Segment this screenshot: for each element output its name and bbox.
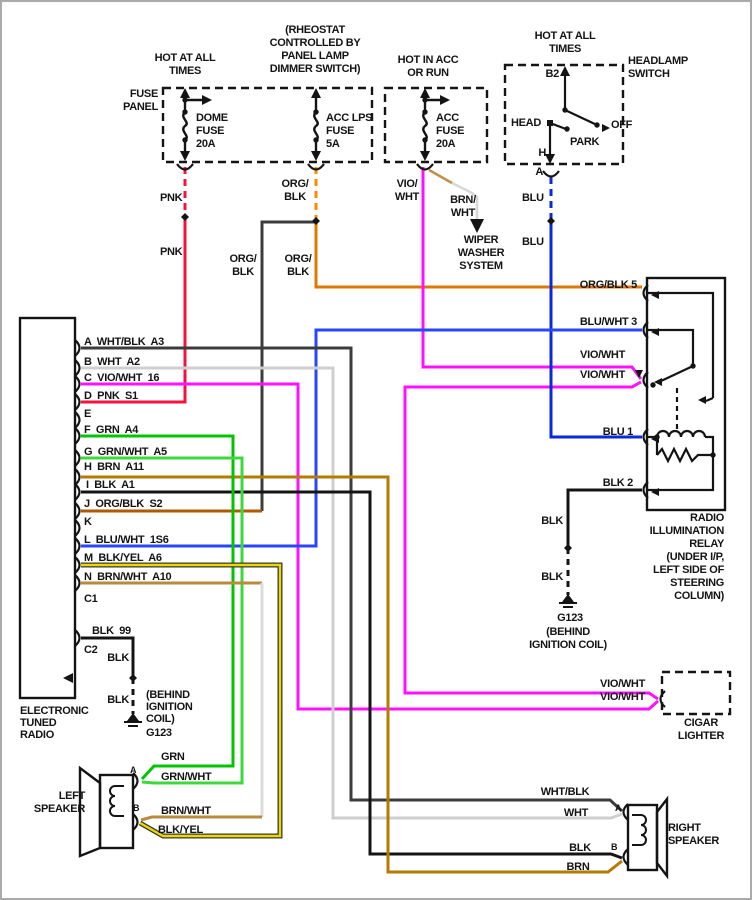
up-arrow bbox=[560, 66, 570, 76]
rheostat-note-line2: CONTROLLED BY bbox=[269, 37, 361, 49]
wires-layer bbox=[81, 167, 658, 872]
electronic-tuned-radio-box bbox=[20, 318, 75, 698]
left-speaker bbox=[80, 768, 133, 856]
radio-gnd-blk-2: BLK bbox=[107, 694, 129, 706]
wire-brnwht-wiper-stub bbox=[429, 170, 452, 183]
headlamp-switch-label-line1: HEADLAMP bbox=[628, 55, 688, 67]
radio-pin-d: D PNK S1 bbox=[84, 390, 138, 402]
radio-pin-e: E bbox=[84, 408, 92, 420]
junction-dot bbox=[547, 217, 555, 225]
rspk-wire-wht: WHT bbox=[563, 807, 589, 819]
hot-in-acc-line1: HOT IN ACC bbox=[397, 54, 459, 66]
rheostat-note-line1: (RHEOSTAT bbox=[285, 24, 345, 36]
relay-caption-line7: COLUMN) bbox=[674, 590, 724, 602]
terminal-dot bbox=[182, 97, 187, 102]
left-speaker-coil bbox=[110, 786, 124, 816]
up-arrow bbox=[311, 88, 321, 98]
ground-symbol bbox=[127, 713, 139, 721]
relay-caption-line6: STEERING bbox=[670, 577, 724, 589]
wire-brnwht-wiper-line2: WHT bbox=[450, 207, 476, 219]
cigar-caption-line2: LIGHTER bbox=[677, 730, 725, 742]
dome-fuse-line3: 20A bbox=[196, 138, 216, 150]
acc-lps-fuse-symbol bbox=[314, 95, 317, 155]
radio-gnd-g123: G123 bbox=[146, 727, 172, 739]
relay-caption-line5: LEFT SIDE OF bbox=[653, 564, 724, 576]
acc-lps-fuse-line3: 5A bbox=[326, 138, 340, 150]
terminal-b2: B2 bbox=[545, 68, 559, 80]
left-arrow bbox=[63, 673, 73, 683]
contact-dot bbox=[547, 120, 553, 126]
radio-pin-i: I BLK A1 bbox=[86, 479, 135, 491]
terminal-dot bbox=[710, 452, 715, 457]
down-arrow bbox=[420, 151, 430, 161]
terminal-dot bbox=[313, 109, 318, 114]
terminal-dot bbox=[650, 382, 655, 387]
terminal-dot bbox=[690, 363, 695, 368]
hot-at-all-times-2-line1: HOT AT ALL bbox=[534, 30, 596, 42]
wire-relay-pin2-ground bbox=[568, 490, 642, 548]
wiper-washer-line2: WASHER bbox=[457, 247, 505, 259]
lspk-wire-grnwht: GRN/WHT bbox=[161, 771, 212, 783]
right-arrow bbox=[440, 95, 450, 105]
hot-at-all-times-1-line2: TIMES bbox=[168, 65, 202, 77]
dome-fuse-line2: FUSE bbox=[196, 125, 225, 137]
connector-cup bbox=[177, 164, 193, 170]
lspk-wire-brnwht: BRN/WHT bbox=[161, 805, 211, 817]
relay-caption-line2: ILLUMINATION bbox=[649, 525, 724, 537]
down-arrow bbox=[470, 219, 484, 233]
acc-fuse-line1: ACC bbox=[436, 112, 459, 124]
headlamp-off: OFF bbox=[611, 119, 633, 131]
cigar-wire-label-2: VIO/WHT bbox=[600, 691, 645, 703]
terminal-dot bbox=[594, 122, 599, 127]
radio-pin-m: M BLK/YEL A6 bbox=[84, 552, 162, 564]
relay-gnd-g123: G123 bbox=[557, 612, 583, 624]
wiper-washer-line3: SYSTEM bbox=[459, 260, 503, 272]
relay-gnd-blk-2: BLK bbox=[541, 571, 563, 583]
wire-orgblk-left-line2: BLK bbox=[232, 266, 254, 278]
right-speaker-coil bbox=[632, 815, 646, 845]
wire-orgblk-left-line1: ORG/ bbox=[229, 253, 257, 265]
radio-gnd-note-line1: (BEHIND bbox=[146, 689, 190, 701]
radio-pin-j: J ORG/BLK S2 bbox=[84, 498, 163, 510]
acc-lps-fuse-line1: ACC LPS bbox=[326, 112, 373, 124]
radio-pin-l: L BLU/WHT 1S6 bbox=[84, 534, 169, 546]
ground-symbol-bars bbox=[124, 722, 142, 726]
lspk-terminal-a: A bbox=[130, 765, 137, 775]
wire-viowht-dash-line1: VIO/ bbox=[396, 178, 418, 190]
cigar-lighter-box bbox=[662, 672, 730, 714]
left-arrow bbox=[698, 396, 706, 404]
terminal-dot bbox=[422, 137, 427, 142]
radio-conn-c2: C2 bbox=[84, 644, 98, 656]
rspk-terminal-a: A bbox=[615, 803, 622, 813]
rspk-wire-brn: BRN bbox=[566, 861, 590, 873]
cigar-wire-label-1: VIO/WHT bbox=[600, 678, 645, 690]
up-arrow bbox=[420, 88, 430, 98]
down-arrow bbox=[545, 154, 555, 164]
relay-caption-line4: (UNDER I/P, bbox=[666, 551, 724, 563]
relay-pin4-label-1: VIO/WHT bbox=[580, 349, 625, 361]
acc-fuse-line2: FUSE bbox=[436, 125, 465, 137]
rheostat-note-line4: DIMMER SWITCH) bbox=[269, 63, 361, 75]
fuse-panel-label-line2: PANEL bbox=[123, 101, 158, 113]
relay-pin2-label: BLK 2 bbox=[602, 477, 633, 489]
cigar-caption-line1: CIGAR bbox=[684, 717, 718, 729]
up-arrow bbox=[180, 88, 190, 98]
radio-caption-line1: ELECTRONIC bbox=[20, 705, 89, 717]
terminal-a: A bbox=[535, 166, 543, 178]
radio-pin-b: B WHT A2 bbox=[84, 356, 140, 368]
junction-dot bbox=[312, 217, 320, 225]
dome-fuse-line1: DOME bbox=[196, 112, 228, 124]
wire-brnwht-to-lspk bbox=[141, 817, 262, 820]
relay-pin1-label: BLU 1 bbox=[602, 426, 633, 438]
radio-gnd-note-line2: IGNITION bbox=[146, 701, 193, 713]
radio-pin-a: A WHT/BLK A3 bbox=[84, 336, 164, 348]
left-speaker-caption-line1: LEFT bbox=[58, 790, 85, 802]
junction-dot bbox=[564, 544, 572, 552]
relay-pin5-label: ORG/BLK 5 bbox=[579, 279, 637, 291]
terminal-dot bbox=[562, 107, 567, 112]
relay-pin3-label: BLU/WHT 3 bbox=[579, 316, 637, 328]
radio-pin-f: F GRN A4 bbox=[84, 424, 139, 436]
right-speaker-caption-line1: RIGHT bbox=[668, 822, 701, 834]
lspk-wire-blkyel: BLK/YEL bbox=[158, 824, 203, 836]
ground-symbol-bars bbox=[559, 603, 577, 607]
lspk-terminal-b: B bbox=[133, 803, 140, 813]
radio-pin-blk99: BLK 99 bbox=[92, 625, 131, 637]
terminal-dot bbox=[313, 137, 318, 142]
rspk-wire-whtblk: WHT/BLK bbox=[540, 786, 590, 798]
headlamp-park: PARK bbox=[570, 136, 600, 148]
relay-internals bbox=[648, 293, 713, 490]
acc-fuse-line3: 20A bbox=[436, 138, 456, 150]
down-arrow bbox=[180, 151, 190, 161]
connector-cup bbox=[417, 164, 433, 170]
radio-pin-h: H BRN A11 bbox=[84, 461, 144, 473]
wire-pnk-2: PNK bbox=[160, 246, 183, 258]
ground-symbol bbox=[562, 594, 574, 602]
radio-gnd-blk-1: BLK bbox=[107, 652, 129, 664]
rspk-terminal-b: B bbox=[611, 842, 618, 852]
wire-pnk-1: PNK bbox=[160, 192, 183, 204]
radio-pin-g: G GRN/WHT A5 bbox=[84, 446, 167, 458]
hot-at-all-times-1-line1: HOT AT ALL bbox=[154, 52, 216, 64]
right-speaker-caption-line2: SPEAKER bbox=[668, 835, 720, 847]
radio-caption-line3: RADIO bbox=[20, 729, 54, 741]
terminal-dot bbox=[182, 137, 187, 142]
radio-pin-c: C VIO/WHT 16 bbox=[84, 372, 160, 384]
relay-pin4-label-2: VIO/WHT bbox=[580, 369, 625, 381]
down-arrow bbox=[311, 151, 321, 161]
headlamp-switch-label-line2: SWITCH bbox=[628, 68, 670, 80]
relay-gnd-blk-1: BLK bbox=[541, 515, 563, 527]
hot-in-acc-line2: OR RUN bbox=[407, 67, 449, 79]
wire-orgblk-right-line1: ORG/ bbox=[284, 253, 312, 265]
terminal-dot bbox=[182, 109, 187, 114]
rspk-wire-blk: BLK bbox=[569, 842, 591, 854]
connector-cup bbox=[543, 171, 559, 177]
rheostat-note-line3: PANEL LAMP bbox=[281, 50, 349, 62]
wire-orgblk-dash-line2: BLK bbox=[284, 191, 306, 203]
right-speaker-cone bbox=[657, 799, 667, 876]
wire-orgblk-right-line2: BLK bbox=[287, 266, 309, 278]
right-arrow bbox=[202, 95, 212, 105]
right-speaker bbox=[628, 799, 667, 876]
relay-caption-line3: RELAY bbox=[689, 538, 724, 550]
right-arrow bbox=[602, 124, 610, 132]
radio-pin-n: N BRN/WHT A10 bbox=[84, 571, 172, 583]
lspk-wire-grn: GRN bbox=[161, 751, 185, 763]
wire-viowht-dash-line2: WHT bbox=[394, 191, 420, 203]
hot-at-all-times-2-line2: TIMES bbox=[548, 43, 582, 55]
relay-gnd-note-line2: IGNITION COIL) bbox=[529, 639, 607, 651]
terminal-dot bbox=[422, 97, 427, 102]
wire-blu-1: BLU bbox=[522, 192, 544, 204]
relay-gnd-note-line1: (BEHIND bbox=[546, 626, 590, 638]
radio-caption-line2: TUNED bbox=[20, 717, 57, 729]
fuse-panel-label-line1: FUSE bbox=[129, 88, 158, 100]
radio-gnd-note-line3: COIL) bbox=[146, 713, 175, 725]
junction-dot bbox=[129, 674, 137, 682]
wire-brnwht-wiper-line1: BRN/ bbox=[450, 194, 476, 206]
wire-blu-2: BLU bbox=[522, 236, 544, 248]
wire-orgblk-dash-line1: ORG/ bbox=[281, 178, 309, 190]
terminal-dot bbox=[422, 109, 427, 114]
headlamp-head: HEAD bbox=[511, 117, 541, 129]
terminal-dot bbox=[564, 126, 569, 131]
relay-caption-line1: RADIO bbox=[690, 512, 724, 524]
wiper-washer-line1: WIPER bbox=[463, 234, 499, 246]
left-speaker-caption-line2: SPEAKER bbox=[33, 803, 85, 815]
terminal-h: H bbox=[538, 147, 546, 159]
junction-dot bbox=[181, 213, 189, 221]
acc-lps-fuse-line2: FUSE bbox=[326, 125, 355, 137]
radio-pin-k: K bbox=[84, 516, 92, 528]
radio-conn-c1: C1 bbox=[84, 593, 98, 605]
connector-cup bbox=[308, 164, 324, 170]
